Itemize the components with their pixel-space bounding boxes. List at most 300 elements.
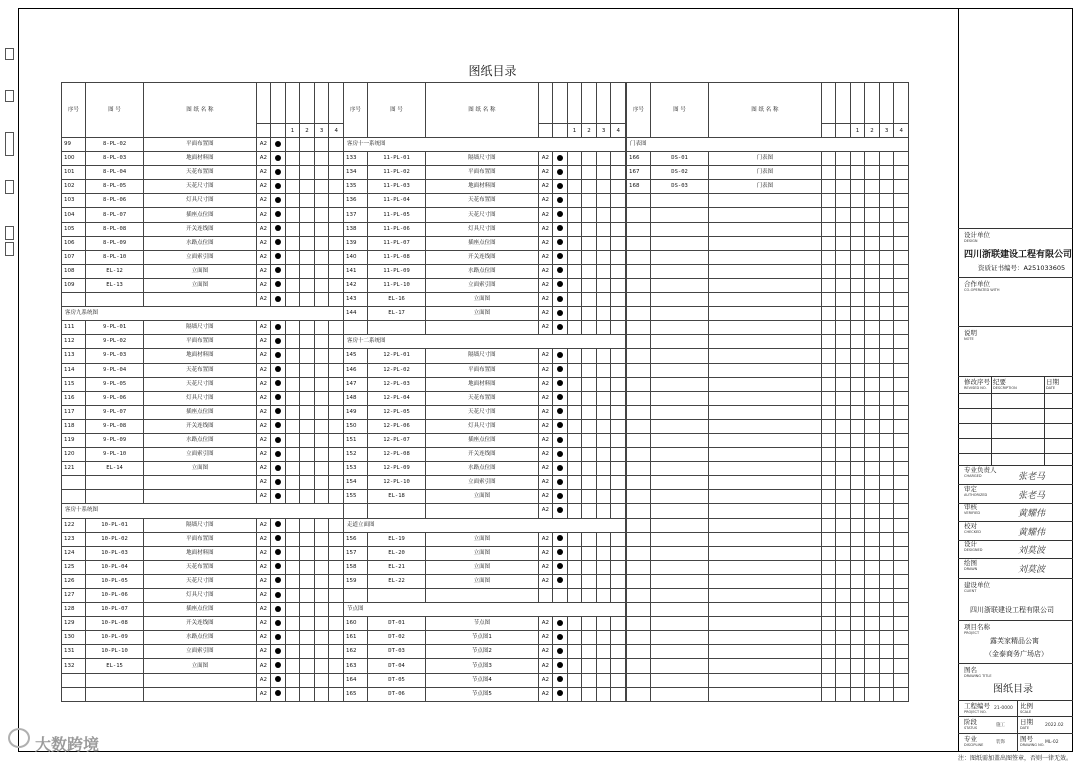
row-cell — [821, 546, 836, 560]
row-cell — [567, 208, 582, 222]
row-cell — [709, 532, 821, 546]
date-label: 日期 — [1020, 718, 1033, 726]
row-cell — [650, 532, 708, 546]
row-size: A2 — [538, 659, 553, 673]
row-cell — [627, 194, 651, 208]
row-cell — [567, 236, 582, 250]
row-cell — [596, 349, 611, 363]
row-cell — [300, 687, 315, 701]
row-cell — [836, 307, 851, 321]
status-dot-icon — [275, 267, 281, 273]
row-cell — [821, 222, 836, 236]
revision-date-label: 日期 — [1046, 378, 1059, 386]
row-cell — [567, 687, 582, 701]
row-cell — [850, 194, 865, 208]
row-cell — [611, 659, 626, 673]
row-cell — [650, 462, 708, 476]
row-drawing-no: 9-PL-03 — [85, 349, 143, 363]
row-cell — [611, 419, 626, 433]
header-blank — [821, 124, 836, 138]
row-drawing-name: 立面图 — [144, 462, 256, 476]
row-seq: 121 — [62, 462, 86, 476]
row-drawing-no: 11-PL-10 — [367, 278, 425, 292]
table-row — [627, 250, 909, 264]
row-cell — [300, 166, 315, 180]
section-title: 客房十一系统图 — [344, 138, 626, 152]
row-cell — [329, 152, 344, 166]
revision-desc-label: 纪要 — [993, 378, 1006, 386]
table-row — [627, 166, 909, 180]
row-cell — [894, 307, 909, 321]
row-status — [271, 490, 286, 504]
client-name: 四川浙联建设工程有限公司 — [970, 606, 1054, 614]
row-seq — [344, 321, 368, 335]
row-cell — [314, 208, 329, 222]
row-size: A2 — [256, 363, 271, 377]
row-cell — [611, 236, 626, 250]
margin-mark — [5, 242, 14, 256]
row-cell — [850, 180, 865, 194]
row-cell — [596, 208, 611, 222]
row-cell — [865, 433, 880, 447]
row-cell — [836, 433, 851, 447]
row-cell — [836, 490, 851, 504]
row-seq: 160 — [344, 617, 368, 631]
row-cell — [879, 631, 894, 645]
row-cell — [611, 166, 626, 180]
row-seq: 126 — [62, 574, 86, 588]
row-drawing-name: 隔墙尺寸图 — [144, 321, 256, 335]
row-cell — [300, 448, 315, 462]
row-seq: 163 — [344, 659, 368, 673]
row-size: A2 — [256, 490, 271, 504]
row-cell — [850, 166, 865, 180]
section-row — [62, 307, 344, 321]
row-drawing-name: 灯具尺寸图 — [426, 419, 538, 433]
row-cell — [879, 264, 894, 278]
row-drawing-no: 8-PL-03 — [85, 152, 143, 166]
certificate-no: 资质证书编号：A251033605 — [978, 264, 1066, 272]
row-seq: 114 — [62, 363, 86, 377]
row-cell — [650, 405, 708, 419]
row-drawing-no: 12-PL-06 — [367, 419, 425, 433]
row-drawing-no: 11-PL-09 — [367, 264, 425, 278]
status-dot-icon — [557, 169, 563, 175]
row-cell — [650, 391, 708, 405]
row-size: A2 — [256, 405, 271, 419]
status-dot-icon — [557, 225, 563, 231]
signature-image: 刘莫波 — [1018, 564, 1046, 575]
status-dot-icon — [275, 493, 281, 499]
project-no-label: 工程编号 — [964, 702, 990, 710]
row-cell — [314, 363, 329, 377]
status-dot-icon — [557, 690, 563, 696]
row-drawing-name: 插座点位图 — [144, 208, 256, 222]
row-cell — [611, 405, 626, 419]
row-cell — [596, 363, 611, 377]
row-cell — [611, 307, 626, 321]
row-cell — [836, 687, 851, 701]
row-cell — [879, 419, 894, 433]
status-dot-icon — [557, 380, 563, 386]
row-seq: 138 — [344, 222, 368, 236]
row-drawing-no: EL-14 — [85, 462, 143, 476]
row-size: A2 — [256, 574, 271, 588]
revision-no-label: 修改序号 — [964, 378, 990, 386]
row-cell — [894, 589, 909, 603]
row-cell — [567, 589, 582, 603]
row-cell — [894, 448, 909, 462]
row-cell — [285, 293, 300, 307]
row-cell — [285, 603, 300, 617]
row-cell — [596, 589, 611, 603]
row-cell — [329, 264, 344, 278]
row-cell — [627, 462, 651, 476]
drawing-no-label: 图号 — [1020, 735, 1033, 743]
row-cell — [650, 363, 708, 377]
row-cell — [821, 321, 836, 335]
row-cell — [567, 546, 582, 560]
row-cell — [285, 194, 300, 208]
row-cell — [879, 476, 894, 490]
row-cell — [314, 532, 329, 546]
row-cell — [850, 363, 865, 377]
row-cell — [709, 208, 821, 222]
row-cell — [709, 391, 821, 405]
status-dot-icon — [275, 620, 281, 626]
row-drawing-name: 天花尺寸图 — [144, 574, 256, 588]
row-cell — [821, 645, 836, 659]
row-seq: 117 — [62, 405, 86, 419]
row-cell — [836, 419, 851, 433]
row-drawing-no: EL-15 — [85, 659, 143, 673]
row-cell — [329, 138, 344, 152]
row-status — [271, 574, 286, 588]
header-blank — [271, 124, 286, 138]
section-title: 走道立面图 — [344, 518, 626, 532]
table-row — [344, 166, 626, 180]
row-status — [553, 321, 568, 335]
table-row — [344, 405, 626, 419]
status-dot-icon — [557, 549, 563, 555]
row-cell — [300, 405, 315, 419]
row-size: A2 — [538, 433, 553, 447]
row-cell — [650, 377, 708, 391]
header-col-2: 2 — [865, 124, 880, 138]
header-blank — [256, 83, 271, 124]
row-cell — [836, 405, 851, 419]
row-drawing-no: 11-PL-01 — [367, 152, 425, 166]
row-status — [271, 250, 286, 264]
row-cell — [314, 574, 329, 588]
row-cell — [894, 490, 909, 504]
row-cell — [582, 532, 597, 546]
row-drawing-name: 灯具尺寸图 — [144, 589, 256, 603]
row-cell — [567, 574, 582, 588]
row-drawing-name: 门表图 — [709, 152, 821, 166]
row-cell — [300, 589, 315, 603]
row-cell — [865, 490, 880, 504]
row-cell — [314, 476, 329, 490]
row-cell — [865, 476, 880, 490]
row-seq: 122 — [62, 518, 86, 532]
row-drawing-name: 节点图3 — [426, 659, 538, 673]
table-row — [344, 236, 626, 250]
row-drawing-no: DT-02 — [367, 631, 425, 645]
row-cell — [285, 250, 300, 264]
row-status — [553, 687, 568, 701]
row-seq: 156 — [344, 532, 368, 546]
row-cell — [596, 180, 611, 194]
row-cell — [582, 222, 597, 236]
row-cell — [650, 687, 708, 701]
row-status — [553, 617, 568, 631]
row-cell — [611, 349, 626, 363]
row-status — [271, 208, 286, 222]
row-seq — [62, 490, 86, 504]
row-cell — [567, 448, 582, 462]
row-cell — [285, 476, 300, 490]
table-row — [344, 687, 626, 701]
row-cell — [627, 236, 651, 250]
row-cell — [894, 433, 909, 447]
header-seq: 序号 — [627, 83, 651, 138]
table-row — [62, 208, 344, 222]
row-cell — [329, 687, 344, 701]
row-drawing-no: 11-PL-03 — [367, 180, 425, 194]
table-row — [62, 546, 344, 560]
table-row — [62, 476, 344, 490]
row-drawing-name: 地面材料图 — [426, 377, 538, 391]
section-row — [627, 138, 909, 152]
table-row — [344, 532, 626, 546]
row-cell — [850, 560, 865, 574]
row-cell — [650, 194, 708, 208]
row-size: A2 — [538, 448, 553, 462]
row-cell — [865, 152, 880, 166]
row-cell — [285, 659, 300, 673]
row-cell — [627, 617, 651, 631]
row-drawing-no: EL-18 — [367, 490, 425, 504]
row-seq — [344, 504, 368, 518]
row-cell — [879, 180, 894, 194]
status-dot-icon — [557, 239, 563, 245]
header-blank — [538, 83, 553, 124]
row-cell — [329, 617, 344, 631]
row-cell — [650, 307, 708, 321]
row-drawing-name: 节点图5 — [426, 687, 538, 701]
table-row — [344, 278, 626, 292]
row-status — [553, 152, 568, 166]
status-dot-icon — [557, 507, 563, 513]
row-cell — [329, 194, 344, 208]
table-row — [627, 405, 909, 419]
table-row — [627, 208, 909, 222]
row-drawing-no: 10-PL-08 — [85, 617, 143, 631]
drawing-title-en: DRAWING TITLE — [964, 674, 992, 678]
row-drawing-name: 立面图 — [426, 546, 538, 560]
row-cell — [894, 236, 909, 250]
row-cell — [894, 645, 909, 659]
row-cell — [850, 419, 865, 433]
row-size: A2 — [256, 518, 271, 532]
row-seq: 161 — [344, 631, 368, 645]
row-drawing-name: 平面布置图 — [426, 363, 538, 377]
row-cell — [879, 194, 894, 208]
row-cell — [582, 264, 597, 278]
status-dot-icon — [275, 408, 281, 414]
catalog-table-1 — [61, 82, 344, 702]
row-size: A2 — [256, 462, 271, 476]
row-cell — [596, 405, 611, 419]
row-cell — [627, 433, 651, 447]
header-name: 图 纸 名 称 — [426, 83, 538, 138]
row-cell — [567, 645, 582, 659]
table-row — [344, 208, 626, 222]
row-cell — [611, 532, 626, 546]
row-cell — [611, 448, 626, 462]
design-unit-label: 设计单位 — [964, 231, 990, 239]
row-drawing-name: 立面图 — [426, 560, 538, 574]
watermark-text: 大数跨境 — [35, 735, 100, 754]
row-cell — [314, 433, 329, 447]
row-cell — [850, 391, 865, 405]
sig-role-label: 绘图 — [964, 558, 977, 567]
row-drawing-name: 水路点位图 — [144, 433, 256, 447]
row-cell — [865, 659, 880, 673]
status-dot-icon — [275, 535, 281, 541]
row-cell — [314, 645, 329, 659]
row-cell — [709, 194, 821, 208]
row-drawing-no: EL-20 — [367, 546, 425, 560]
row-cell — [865, 645, 880, 659]
row-cell — [894, 504, 909, 518]
row-cell — [567, 180, 582, 194]
row-cell — [285, 490, 300, 504]
row-cell — [611, 589, 626, 603]
table-row — [62, 433, 344, 447]
table-row — [62, 335, 344, 349]
project-no-en: PROJECT NO. — [964, 710, 987, 714]
row-drawing-no: 8-PL-07 — [85, 208, 143, 222]
row-seq: 154 — [344, 476, 368, 490]
row-size: A2 — [538, 222, 553, 236]
sig-role-label: 设计 — [964, 540, 977, 548]
row-cell — [329, 363, 344, 377]
row-cell — [611, 631, 626, 645]
row-drawing-name: 天花布置图 — [144, 363, 256, 377]
row-cell — [821, 208, 836, 222]
row-cell — [627, 645, 651, 659]
row-size — [821, 152, 836, 166]
row-status — [271, 617, 286, 631]
row-cell — [567, 462, 582, 476]
row-drawing-no: 8-PL-08 — [85, 222, 143, 236]
row-cell — [709, 659, 821, 673]
row-cell — [300, 419, 315, 433]
row-cell — [836, 293, 851, 307]
status-dot-icon — [275, 592, 281, 598]
row-drawing-no: EL-19 — [367, 532, 425, 546]
drawing-no-en: DRAWING NO. — [1020, 743, 1045, 747]
row-cell — [329, 659, 344, 673]
status-dot-icon — [557, 183, 563, 189]
table-row — [344, 476, 626, 490]
row-cell — [650, 448, 708, 462]
table-row — [344, 180, 626, 194]
row-cell — [596, 293, 611, 307]
row-drawing-no: 9-PL-07 — [85, 405, 143, 419]
row-cell — [627, 208, 651, 222]
row-cell — [611, 476, 626, 490]
row-seq: 147 — [344, 377, 368, 391]
row-size: A2 — [256, 194, 271, 208]
row-cell — [894, 363, 909, 377]
row-drawing-name: 立面图 — [426, 490, 538, 504]
row-cell — [567, 194, 582, 208]
row-seq: 103 — [62, 194, 86, 208]
row-size: A2 — [538, 349, 553, 363]
row-size: A2 — [256, 349, 271, 363]
status-dot-icon — [275, 197, 281, 203]
row-cell — [865, 194, 880, 208]
row-seq: 151 — [344, 433, 368, 447]
row-cell — [582, 419, 597, 433]
status-dot-icon — [557, 324, 563, 330]
row-status — [553, 293, 568, 307]
table-header — [627, 83, 909, 124]
row-cell — [567, 166, 582, 180]
row-cell — [300, 518, 315, 532]
row-drawing-no: 12-PL-10 — [367, 476, 425, 490]
row-cell — [894, 560, 909, 574]
row-cell — [821, 405, 836, 419]
sig-role-en: DRAWN — [964, 566, 978, 571]
row-cell — [285, 166, 300, 180]
row-seq: 125 — [62, 560, 86, 574]
table-row — [627, 391, 909, 405]
row-cell — [865, 278, 880, 292]
row-cell — [709, 631, 821, 645]
row-size: A2 — [538, 208, 553, 222]
client-en: CLIENT — [964, 589, 977, 593]
row-cell — [582, 476, 597, 490]
row-cell — [285, 236, 300, 250]
table-row — [344, 504, 626, 518]
row-cell — [582, 194, 597, 208]
row-status — [553, 419, 568, 433]
row-size: A2 — [256, 250, 271, 264]
row-cell — [836, 321, 851, 335]
row-cell — [314, 659, 329, 673]
row-drawing-no: 9-PL-10 — [85, 448, 143, 462]
row-cell — [850, 278, 865, 292]
row-size: A2 — [256, 166, 271, 180]
row-cell — [879, 560, 894, 574]
row-drawing-name: 插座点位图 — [426, 236, 538, 250]
table-row — [62, 138, 344, 152]
row-cell — [582, 152, 597, 166]
row-seq: 116 — [62, 391, 86, 405]
row-size: A2 — [256, 631, 271, 645]
row-drawing-no — [85, 293, 143, 307]
row-seq: 132 — [62, 659, 86, 673]
table-row — [627, 335, 909, 349]
row-status — [271, 433, 286, 447]
row-cell — [894, 194, 909, 208]
row-status — [553, 462, 568, 476]
row-cell — [300, 546, 315, 560]
